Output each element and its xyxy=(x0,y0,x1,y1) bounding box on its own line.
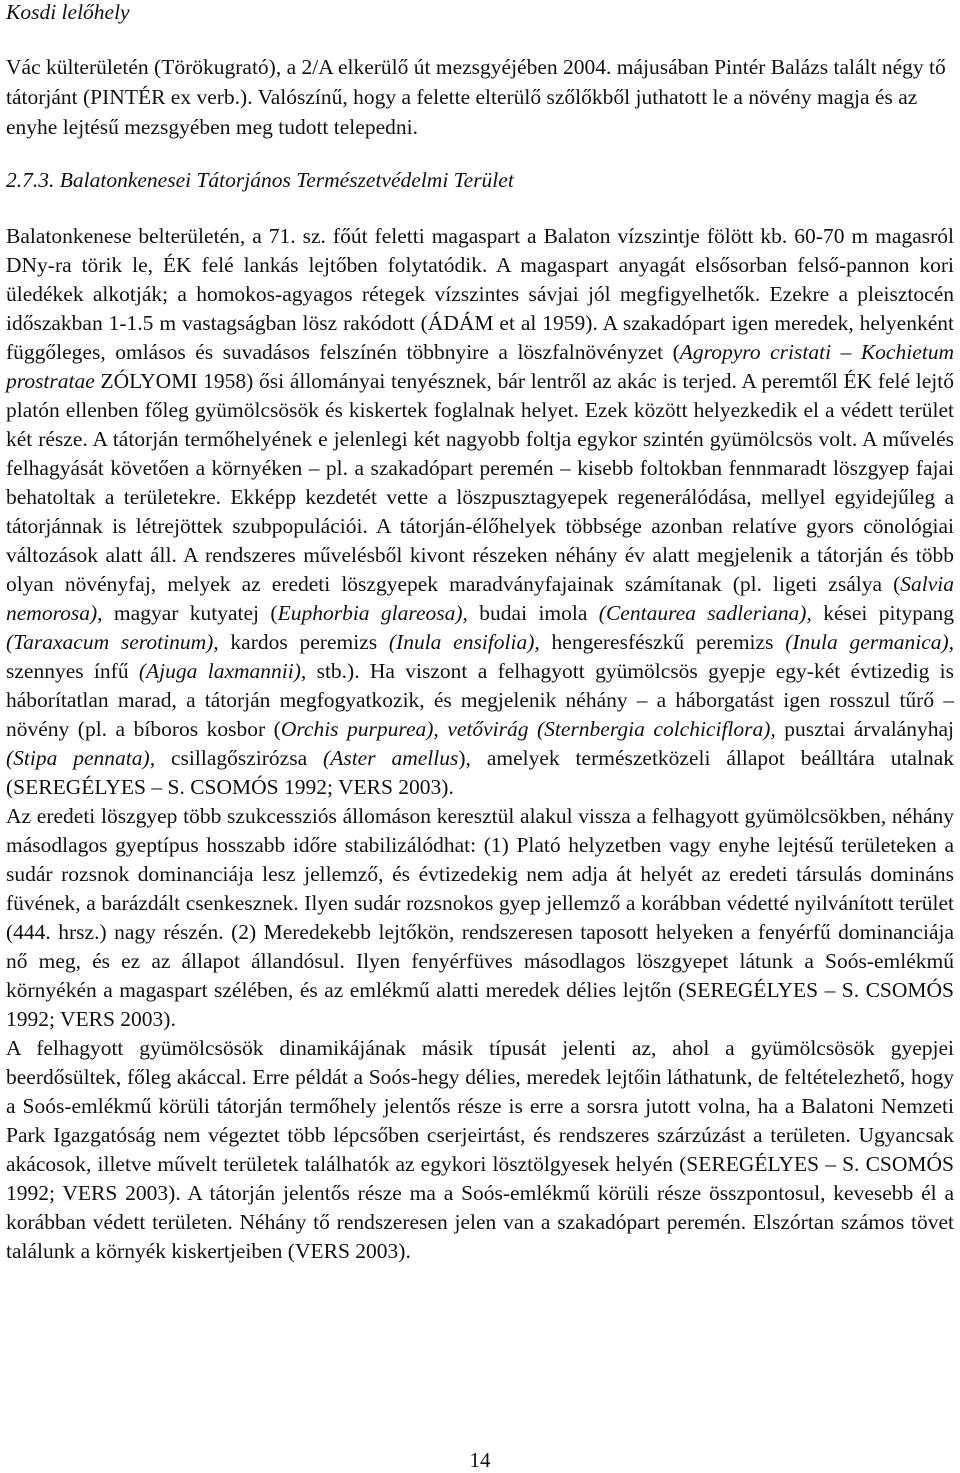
species-name: (Inula ensifolia), xyxy=(388,630,540,654)
section-body xyxy=(6,222,954,1266)
text-run: szennyes ínfű xyxy=(6,659,139,683)
text-run: A felhagyott gyümölcsösök dinamikájának másik típusát jelenti az, ahol a gyümölcsösök gyepjei beerdősültek, főleg akáccal. Erre példát a Soós-hegy délies, meredek lejtőin láthatunk, de feltételezhető, hogy a Soós-emlékmű körüli tátorján termőhely jelentős része is erre a sorsra jutott volna, ha a Balatoni Nemzeti Park Igazgatóság nem végeztet több lépcsőben cserjeirtást, és rendszeres szárzúzást a területen. Ugyancsak akácosok, illetve művelt területek találhatók az egykori lösztölgyesek helyén (SEREGÉLYES – S. CSOMÓS 1992; VERS 2003). A tátorján jelentős része ma a Soós-emlékmű körüli része összpontosul, kevesebb él a korábban védett területen. Néhány tő rendszeresen jelen van a szakadópart peremén. Elszórtan számos tövet találunk a környék kiskertjeiben (VERS 2003). xyxy=(6,1036,954,1263)
text-run: stb.). Ha viszont a felhagyott gyümölcsös gyepje egy-két évtizedig is háborítatlan marad, a tátorján megfogyatkozik, és megjelenik néhány – a háborgatást igen rosszul tűrő – növény (pl. a bíboros kosbor ( xyxy=(6,659,954,741)
text-run: hengeresfészkű peremizs xyxy=(539,630,786,654)
text-run: ), amelyek természetközeli állapot beálltára utalnak (SEREGÉLYES – S. CSOMÓS 1992; VERS 2003). xyxy=(6,746,954,799)
species-name: Orchis purpurea), vetővirág (Sternbergia colchiciflora), xyxy=(280,717,776,741)
species-name: (Ajuga laxmannii), xyxy=(138,659,307,683)
section-number: 2.7.3. xyxy=(6,168,55,192)
page-header-title: Kosdi lelőhely xyxy=(6,0,130,24)
body-paragraph-2 xyxy=(6,802,954,1034)
text-run: Balatonkenese belterületén, a 71. sz. főút feletti magaspart a Balaton vízszintje fölött kb. 60-70 m magasról DNy-ra törik le, ÉK felé lankás lejtőben folytatódik. A magaspart anyagát elsősorban felső-pannon kori üledékek alkotják; a homokos-agyagos rétegek vízszintes sávjai jól megfigyelhetők. Ezekre a pleisztocén időszakban 1-1.5 m vastagságban lösz rakódott (ÁDÁM et al 1959). A szakadópart igen meredek, helyenként függőleges, omlásos és suvadásos felszínén többnyire a löszfalnövényzet ( xyxy=(6,224,954,364)
species-name: (Centaurea sadleriana), xyxy=(598,601,812,625)
species-name: (Stipa pennata), xyxy=(6,746,156,770)
species-name: Euphorbia glareosa), xyxy=(277,601,468,625)
text-run: kardos peremizs xyxy=(218,630,389,654)
text-run: Az eredeti löszgyep több szukcessziós állomáson keresztül alakul vissza a felhagyott gyümölcsökben, néhány másodlagos gyeptípus hosszabb időre stabilizálódhat: (1) Plató helyzetben vagy enyhe lejtésű területeken a sudár rozsnok dominanciája lesz jellemző, és évtizedekig nem adja át helyét az eredeti társulás domináns füvének, a barázdált csenkesznek. Ilyen sudár rozsnokos gyep jellemző a korábban védetté nyilvánított terület (444. hrsz.) nagy részén. (2) Meredekebb lejtőkön, rendszeresen taposott helyeken a fenyérfű dominanciája nő meg, és ez az állapot állandósul. Ilyen fenyérfüves másodlagos löszgyepet látunk a Soós-emlékmű környékén a magaspart szélében, és az emlékmű alatti meredek délies lejtőn (SEREGÉLYES – S. CSOMÓS 1992; VERS 2003). xyxy=(6,804,954,1031)
text-run: magyar kutyatej ( xyxy=(102,601,278,625)
page-number: 14 xyxy=(469,1448,491,1472)
text-run: csillagőszirózsa xyxy=(155,746,324,770)
body-paragraph-3 xyxy=(6,1034,954,1266)
section-heading xyxy=(6,168,514,193)
text-run: pusztai árvalányhaj xyxy=(775,717,954,741)
species-name: (Aster amellus xyxy=(323,746,459,770)
species-name: Agropyro cristati – Kochietum prostratae xyxy=(6,340,954,393)
species-name: (Inula germanica), xyxy=(785,630,955,654)
intro-paragraph: Vác külterületén (Törökugrató), a 2/A elkerülő út mezsgyéjében 2004. májusában Pintér Balázs talált négy tő tátorjánt (PINTÉR ex verb.). Valószínű, hogy a felette elterülő szőlőkből juthatott le a növény magja és az enyhe lejtésű mezsgyében meg tudott telepedni. xyxy=(6,55,946,139)
text-run: budai imola xyxy=(467,601,599,625)
text-run: kései pitypang xyxy=(811,601,955,625)
section-title: Balatonkenesei Tátorjános Természetvédelmi Terület xyxy=(59,168,514,192)
text-run: ZÓLYOMI 1958) ősi állományai tenyésznek, bár lentről az akác is terjed. A peremtől ÉK felé lejtő platón ellenben főleg gyümölcsösök és kiskertek foglalnak helyet. Ezek között helyezkedik el a védett terület két része. A tátorján termőhelyének e jelenlegi két nagyobb foltja egykor szintén gyümölcsös volt. A művelés felhagyását követően a környéken – pl. a szakadópart peremén – kisebb foltokban fennmaradt löszgyep fajai behatoltak a területekre. Ekképp kezdetét vette a löszpusztagyepek regenerálódása, mellyel egyidejűleg a tátorjánnak is létrejöttek szubpopulációi. A tátorján-élőhelyek többsége azonban relatíve gyors cönológiai változások alatt áll. A rendszeres művelésből kivont részeken néhány év alatt megjelenik a tátorján és több olyan növényfaj, melyek az eredeti löszgyepek maradványfajainak számítanak (pl. ligeti zsálya ( xyxy=(6,369,954,596)
body-paragraph-1 xyxy=(6,222,954,802)
species-name: Salvia nemorosa), xyxy=(6,572,954,625)
species-name: (Taraxacum serotinum), xyxy=(6,630,219,654)
